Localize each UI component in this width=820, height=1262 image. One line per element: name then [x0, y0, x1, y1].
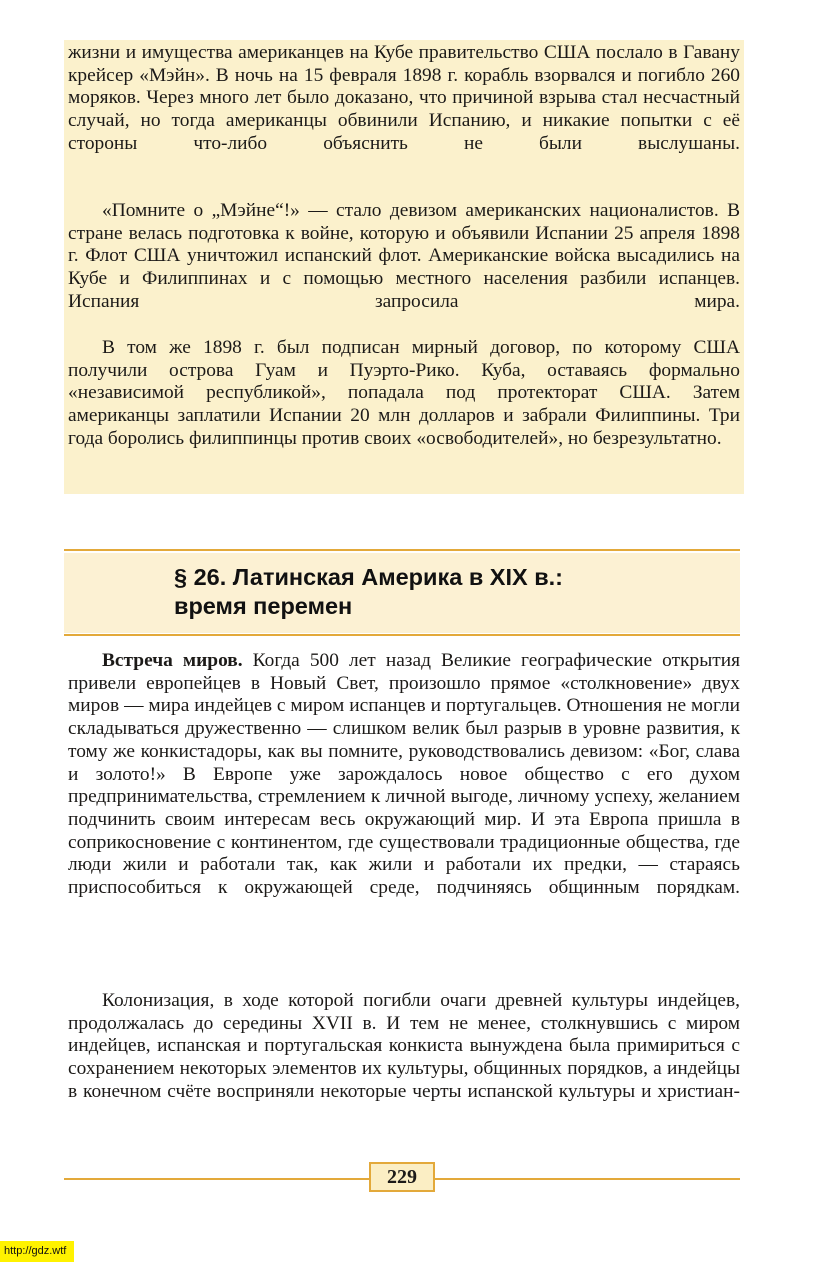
- section-heading: [174, 563, 734, 621]
- page-number: 229: [369, 1162, 435, 1192]
- heading-bottom-rule: [64, 634, 740, 636]
- paragraph-maine-explosion: жизни и имущества американцев на Кубе правительство США послало в Гавану крейсер «Мэйн». В ночь на 15 февраля 1898 г. корабль взорвался и погибло 260 моряков. Через много лет было доказано, что причиной взрыва стал несчастный случай, но тогда американцы обвинили Испанию, и никакие попытки с её стороны что-либо объяснить не были выслушаны.: [68, 42, 740, 154]
- lead-in-heading: Встреча миров.: [102, 650, 243, 671]
- paragraph-colonization: Колонизация, в ходе которой погибли очаги древней культуры индейцев, продолжалась до середины XVII в. И тем не менее, столкнувшись с миром индейцев, испанская и португальская конкиста вынуждена была примириться с сохранением некоторых элементов их культуры, общинных порядков, а индейцы в конечном счёте восприняли некоторые черты испанской культуры и христиан-: [68, 990, 740, 1102]
- heading-top-rule: [64, 549, 740, 551]
- paragraph-peace-treaty: В том же 1898 г. был подписан мирный договор, по которому США получили острова Гуам и Пуэрто-Рико. Куба, оставаясь формально «независимой республикой», попадала под протекторат США. Затем американцы заплатили Испании 20 млн долларов и забрали Филиппины. Три года боролись филиппинцы против своих «освободителей», но безрезультатно.: [68, 337, 740, 449]
- paragraph-remember-maine: «Помните о „Мэйне“!» — стало девизом американских националистов. В стране велась подготовка к войне, которую и объявили Испании 25 апреля 1898 г. Флот США уничтожил испанский флот. Американские войска высадились на Кубе и Филиппинах и с помощью местного населения разбили испанцев. Испания запросила мира.: [68, 200, 740, 312]
- section-heading-line-1: § 26. Латинская Америка в XIX в.:: [174, 564, 564, 590]
- watermark-link[interactable]: http://gdz.wtf: [0, 1241, 74, 1262]
- paragraph-meeting-of-worlds: [68, 650, 740, 900]
- paragraph-meeting-of-worlds-text: Когда 500 лет назад Великие географические открытия привели европейцев в Новый Свет, произошло прямое «столкновение» двух миров — мира индейцев с миром испанцев и португальцев. Отношения не могли складываться дружественно — слишком велик был разрыв в уровне развития, к тому же конкистадоры, как вы помните, руководствовались девизом: «Бог, слава и золото!» В Европе уже зарождалось новое общество с его духом предпринимательства, стремлением к личной выгоде, личному успеху, желанием подчинить своим интересам весь окружающий мир. И эта Европа пришла в соприкосновение с континентом, где существовали традиционные общества, где люди жили и работали так, как жили и работали их предки, — стараясь приспособиться к окружающей среде, подчиняясь общинным порядкам.: [68, 650, 740, 899]
- footer-rule-right: [435, 1178, 740, 1180]
- section-heading-line-2: время перемен: [174, 593, 353, 619]
- footer-rule-left: [64, 1178, 369, 1180]
